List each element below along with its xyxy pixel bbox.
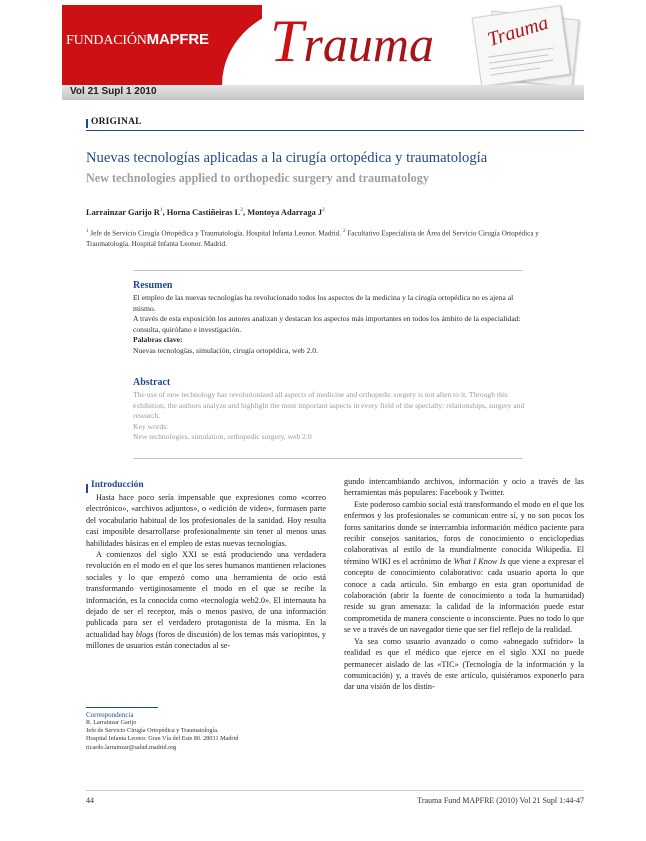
correspondence-rule (86, 707, 158, 708)
cover-page-front (472, 5, 571, 87)
article-title-en: New technologies applied to orthopedic surgery and traumatology (86, 171, 429, 185)
volume-label: Vol 21 Supl 1 2010 (70, 86, 157, 97)
section-label: ORIGINAL (91, 117, 142, 127)
resumen-paragraph: El empleo de las nuevas tecnologías ha revolucionado todos los aspectos de la medicina y la cirugía ortopédica no es ajena al mismo. (133, 293, 514, 313)
journal-title (270, 8, 434, 74)
left-column (86, 492, 326, 652)
journal-title-initial: T (270, 8, 304, 74)
key-words-heading: Key words: (133, 421, 169, 431)
body-text: A comienzos del siglo XXI se está produciendo una verdadera revolución en el modo en el que los seres humanos mantienen relaciones sociales y lo que empezó como una herramienta de ocio está transformando vertiginosamente el modo en el que se recibe la información, es la conocida como «tecnología web2.0». El internauta ha dejado de ser el receptor, más o menos pasivo, de una información publicada para ser el verdadero protagonista de la misma. En la actualidad hay (86, 550, 326, 639)
correspondence-email[interactable]: ricardo.larrainzar@salud.madrid.org (86, 743, 177, 751)
abstract-body (133, 390, 525, 443)
footer-rule (86, 790, 584, 791)
correspondence-heading: Correspondencia (86, 711, 134, 719)
page-number: 44 (86, 796, 94, 805)
author-name: Horna Castiñeiras L (166, 207, 241, 217)
body-paragraph: Ya sea como usuario avanzado o como «abnegado sufridor» la realidad es que el médico que ejerce en el siglo XXI no puede permanecer aislado de las «TIC» (Tecnología de la información y la comunicación) y, a través de este artículo, quisiéramos exponerlo para dar una visión de los distin- (344, 636, 584, 692)
affil-mark: 1 (86, 229, 89, 234)
resumen-paragraph: A través de esta exposición los autores analizan y destacan los aspectos más importantes en todos los ámbito de la especialidad: consulta, quirófano e investigación. (133, 314, 521, 334)
author-name: Larrainzar Garijo R (86, 207, 160, 217)
author-name: Montoya Adarraga J (247, 207, 323, 217)
body-emphasis: What I Know Is (453, 556, 506, 566)
author-affil-mark: 1 (159, 207, 163, 213)
body-paragraph (86, 549, 326, 652)
affil-text: Facultativo Especialista de Área del Servicio Cirugía Ortopédica y Traumatología. Hospital Infanta Leonor. Madrid. (86, 229, 539, 249)
cover-text-line (491, 68, 541, 76)
abstract-heading: Abstract (133, 377, 171, 388)
body-emphasis: blogs (135, 629, 154, 639)
fundacion-mapfre-logo (66, 31, 209, 49)
right-column (344, 476, 584, 693)
body-text: (foros de discusión) de los temas más variopintos, y millones de usuarios están conectados al se- (86, 629, 326, 651)
abstract-paragraph: The use of new technology has revolutionized all aspects of medicine and orthopedic surgery is not alien to it. Through this exhibition, the authors analyze and highlight the most important aspects in every field of the specialty: relationships, surgery and research. (133, 390, 525, 421)
footer-citation: Trauma Fund MAPFRE (2010) Vol 21 Supl 1:44-47 (417, 796, 584, 805)
correspondence-line: R. Larrainzar Garijo (86, 719, 137, 726)
author-affil-mark: 2 (240, 207, 244, 213)
author-separator: , (162, 207, 167, 217)
correspondence-line: Jefe de Servicio Cirugía Ortopédica y Traumatología. (86, 727, 219, 735)
section-marker (86, 119, 88, 128)
resumen-body (133, 293, 525, 357)
author-list (86, 207, 325, 217)
correspondence-body (86, 719, 238, 752)
section-rule (86, 130, 584, 131)
logo-mapfre-text: MAPFRE (146, 31, 209, 48)
journal-banner (62, 5, 584, 100)
logo-fundacion-text: FUNDACIÓN (66, 33, 147, 48)
body-paragraph (344, 499, 584, 636)
affiliations (86, 226, 584, 250)
abstract-top-rule (133, 270, 523, 271)
palabras-clave: Nuevas tecnologías, simulación, cirugía ortopédica, web 2.0. (133, 345, 318, 355)
journal-cover-thumbnail (462, 9, 578, 83)
body-text: que viene a expresar el concepto de conocimiento colaborativo: cada usuario aporta lo que conoce a cada artículo. Sin embargo en esta gran oportunidad de colaboración (abrir la fuente de conocimiento a toda la humanidad) reside su gran amenaza: la calidad de la información puede estar comprometida de manera consciente o inconsciente. Pues no todo lo que se ve a través de un navegador tiene que ser fiel reflejo de la realidad. (344, 556, 584, 635)
body-text: Este poderoso cambio social está transformando el modo en el que los enfermos y los profesionales se comunican entre sí, y no son pocos los foros sanitarios donde se intercambia información médico paciente para recibir consejos sanitarios, foros de conocimiento o enciclopedias colaborativas al estilo de la mundialmente conocida Wikipedia. El término WIKI es el acrónimo de (344, 499, 584, 566)
affil-text: Jefe de Servicio Cirugía Ortopédica y Traumatología. Hospital Infanta Leonor. Madrid. (88, 229, 343, 238)
affil-mark: 2 (343, 229, 346, 234)
resumen-heading: Resumen (133, 280, 173, 291)
abstract-bottom-rule (133, 458, 523, 459)
intro-heading: Introducción (91, 480, 144, 490)
author-separator: , (243, 207, 248, 217)
key-words: New technologies, simulation, orthopedic surgery, web 2.0 (133, 432, 312, 442)
article-title-es: Nuevas tecnologías aplicadas a la cirugía ortopédica y traumatología (86, 150, 488, 166)
cover-title: Trauma (484, 11, 551, 51)
volume-bar (62, 85, 584, 100)
body-paragraph: Hasta hace poco sería impensable que expresiones como «correo electrónico», «archivos adjuntos», o «edición de video», formasen parte del vocabulario habitual de los profesionales de la sanidad. Hoy resulta casi imposible desarrollarse profesionalmente sin tener al menos unas habilidades básicas en el empleo de estas nuevas tecnologías. (86, 493, 326, 548)
journal-title-rest: rauma (303, 16, 434, 72)
author-affil-mark: 2 (322, 207, 325, 213)
body-paragraph: gundo intercambiando archivos, información y ocio a través de las herramientas más populares: Facebook y Twitter. (344, 477, 584, 498)
correspondence-line: Hospital Infanta Leonor. Gran Vía del Este 80. 28031 Madrid (86, 735, 239, 743)
palabras-clave-heading: Palabras clave: (133, 335, 183, 345)
